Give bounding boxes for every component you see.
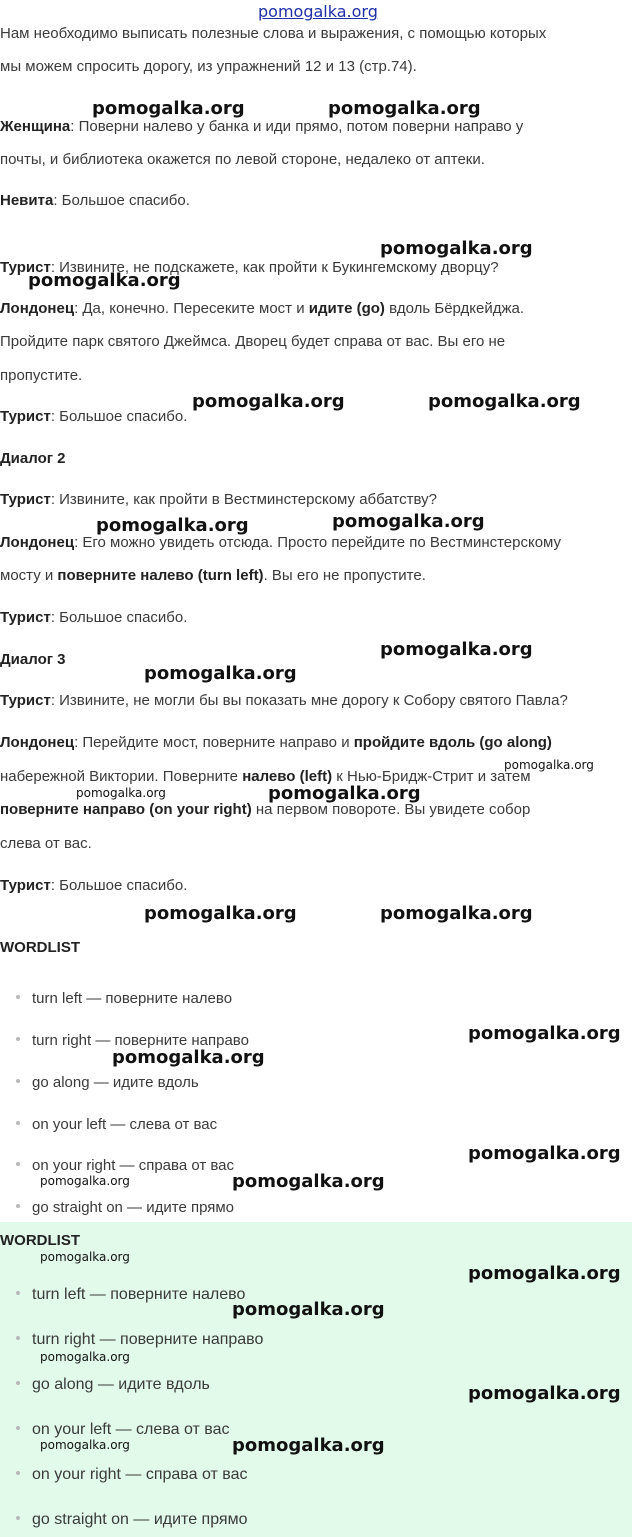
londoner-line-3: пропустите. <box>0 367 83 384</box>
wordlist-item <box>16 1285 245 1305</box>
watermark: pomogalka.org <box>144 903 297 924</box>
watermark: pomogalka.org <box>76 786 166 800</box>
bullet-icon <box>16 1291 20 1295</box>
d2-tourist-thanks <box>0 608 187 628</box>
wordlist-item-text: turn left — поверните налево <box>32 990 233 1007</box>
d2-line2-a: мосту и <box>0 567 58 584</box>
speaker-tourist: Турист <box>0 491 51 508</box>
d3-londoner-text-a: : Перейдите мост, поверните направо и <box>74 734 354 751</box>
d3-line2-bold: налево (left) <box>242 768 333 785</box>
speaker-tourist: Турист <box>0 408 51 425</box>
speaker-woman: Женщина <box>0 118 71 135</box>
watermark: pomogalka.org <box>468 1143 621 1164</box>
watermark: pomogalka.org <box>40 1250 130 1264</box>
speaker-nevita: Невита <box>0 192 54 209</box>
wordlist-item-text: on your right — справа от вас <box>32 1466 248 1483</box>
thanks-text: : Большое спасибо. <box>50 877 188 894</box>
watermark: pomogalka.org <box>96 515 249 536</box>
d2-londoner-line-2 <box>0 566 426 586</box>
speaker-londoner: Лондонец <box>0 734 75 751</box>
d3-tourist-text: : Извините, не могли бы вы показать мне дорогу к Собору святого Павла? <box>50 692 568 709</box>
watermark: pomogalka.org <box>328 98 481 119</box>
d3-line2-b: к Нью-Бридж-Стрит и затем <box>332 768 531 785</box>
speaker-londoner: Лондонец <box>0 300 75 317</box>
dialog-2-title: Диалог 2 <box>0 450 66 467</box>
watermark: pomogalka.org <box>40 1174 130 1188</box>
tourist-thanks-1 <box>0 407 187 427</box>
watermark: pomogalka.org <box>468 1023 621 1044</box>
wordlist-title: WORDLIST <box>0 939 80 956</box>
bullet-icon <box>16 1204 20 1208</box>
londoner-line-2: Пройдите парк святого Джеймса. Дворец будет справа от вас. Вы его не <box>0 333 506 350</box>
wordlist-item-text: go along — идите вдоль <box>32 1074 199 1091</box>
wordlist-item-text: turn right — поверните направо <box>32 1032 249 1049</box>
londoner-text-1b: вдоль Бёрдкейджа. <box>384 300 525 317</box>
watermark: pomogalka.org <box>428 391 581 412</box>
d3-line2-a: набережной Виктории. Поверните <box>0 768 243 785</box>
d2-londoner-line-1 <box>0 533 561 553</box>
londoner-bold-1: идите (go) <box>308 300 385 317</box>
wordlist-item <box>16 1073 199 1093</box>
d2-tourist-line <box>0 490 437 510</box>
woman-line-2: почты, и библиотека окажется по левой стороне, недалеко от аптеки. <box>0 151 485 168</box>
watermark: pomogalka.org <box>332 511 485 532</box>
top-watermark: pomogalka.org <box>258 2 378 21</box>
wordlist-item-text: turn left — поверните налево <box>32 1286 246 1303</box>
bullet-icon <box>16 1471 20 1475</box>
bullet-icon <box>16 995 20 999</box>
bullet-icon <box>16 1516 20 1520</box>
watermark: pomogalka.org <box>40 1350 130 1364</box>
wordlist-item <box>16 1330 263 1350</box>
bullet-icon <box>16 1121 20 1125</box>
bullet-icon <box>16 1162 20 1166</box>
watermark: pomogalka.org <box>468 1263 621 1284</box>
wordlist-item <box>16 1465 248 1485</box>
nevita-line <box>0 191 190 211</box>
woman-text-1: : Поверни налево у банка и иди прямо, потом поверни направо у <box>70 118 524 135</box>
watermark: pomogalka.org <box>144 663 297 684</box>
d2-line2-bold: поверните налево (turn left) <box>57 567 264 584</box>
londoner-line-1 <box>0 299 524 319</box>
watermark: pomogalka.org <box>232 1171 385 1192</box>
wordlist-item <box>16 1198 234 1218</box>
watermark: pomogalka.org <box>192 391 345 412</box>
wordlist-item <box>16 989 232 1009</box>
bullet-icon <box>16 1426 20 1430</box>
wordlist-title-2: WORDLIST <box>0 1232 80 1249</box>
woman-line-1 <box>0 117 523 137</box>
watermark: pomogalka.org <box>504 758 594 772</box>
d3-line3-b: на первом повороте. Вы увидете собор <box>251 801 531 818</box>
wordlist-item-text: go along — идите вдоль <box>32 1376 210 1393</box>
d3-londoner-line-2 <box>0 767 531 787</box>
speaker-londoner: Лондонец <box>0 534 75 551</box>
wordlist-item-text: on your left — слева от вас <box>32 1116 218 1133</box>
intro-line-2: мы можем спросить дорогу, из упражнений 12 и 13 (стр.74). <box>0 58 417 75</box>
wordlist-item-text: turn right — поверните направо <box>32 1331 264 1348</box>
thanks-text: : Большое спасибо. <box>50 408 188 425</box>
wordlist-item-text: go straight on — идите прямо <box>32 1199 235 1216</box>
watermark: pomogalka.org <box>232 1299 385 1320</box>
d2-line2-b: . Вы его не пропустите. <box>263 567 426 584</box>
watermark: pomogalka.org <box>268 783 421 804</box>
bullet-icon <box>16 1336 20 1340</box>
d3-line3-bold: поверните направо (on your right) <box>0 801 252 818</box>
d3-londoner-bold: пройдите вдоль (go along) <box>353 734 552 751</box>
wordlist-item-text: on your left — слева от вас <box>32 1421 230 1438</box>
d2-londoner-text: : Его можно увидеть отсюда. Просто перейдите по Вестминстерскому <box>74 534 562 551</box>
bullet-icon <box>16 1381 20 1385</box>
wordlist-item <box>16 1115 217 1135</box>
dialog-3-title: Диалог 3 <box>0 651 66 668</box>
speaker-tourist: Турист <box>0 609 51 626</box>
d2-tourist-text: : Извините, как пройти в Вестминстерскому аббатству? <box>50 491 437 508</box>
bullet-icon <box>16 1037 20 1041</box>
d3-londoner-line-4: слева от вас. <box>0 835 92 852</box>
intro-line-1: Нам необходимо выписать полезные слова и выражения, с помощью которых <box>0 25 547 42</box>
d3-londoner-line-1 <box>0 733 552 753</box>
d3-tourist-thanks <box>0 876 187 896</box>
watermark: pomogalka.org <box>380 903 533 924</box>
d3-tourist-line <box>0 691 568 711</box>
watermark: pomogalka.org <box>468 1383 621 1404</box>
speaker-tourist: Турист <box>0 692 51 709</box>
wordlist-item-text: on your right — справа от вас <box>32 1157 235 1174</box>
wordlist-item-text: go straight on — идите прямо <box>32 1511 248 1528</box>
thanks-text: : Большое спасибо. <box>50 609 188 626</box>
wordlist-item <box>16 1420 229 1440</box>
wordlist-item <box>16 1375 210 1395</box>
watermark: pomogalka.org <box>40 1438 130 1452</box>
wordlist-item <box>16 1156 234 1176</box>
d3-londoner-line-3 <box>0 800 530 820</box>
bullet-icon <box>16 1079 20 1083</box>
watermark: pomogalka.org <box>28 270 181 291</box>
watermark: pomogalka.org <box>112 1047 265 1068</box>
londoner-text-1a: : Да, конечно. Пересеките мост и <box>74 300 309 317</box>
watermark: pomogalka.org <box>380 639 533 660</box>
wordlist-item <box>16 1510 248 1530</box>
speaker-tourist: Турист <box>0 259 51 276</box>
speaker-tourist: Турист <box>0 877 51 894</box>
nevita-text: : Большое спасибо. <box>53 192 190 209</box>
tourist-text-1: : Извините, не подскажете, как пройти к Букингемскому дворцу? <box>50 259 499 276</box>
watermark: pomogalka.org <box>92 98 245 119</box>
watermark: pomogalka.org <box>380 238 533 259</box>
watermark: pomogalka.org <box>232 1435 385 1456</box>
